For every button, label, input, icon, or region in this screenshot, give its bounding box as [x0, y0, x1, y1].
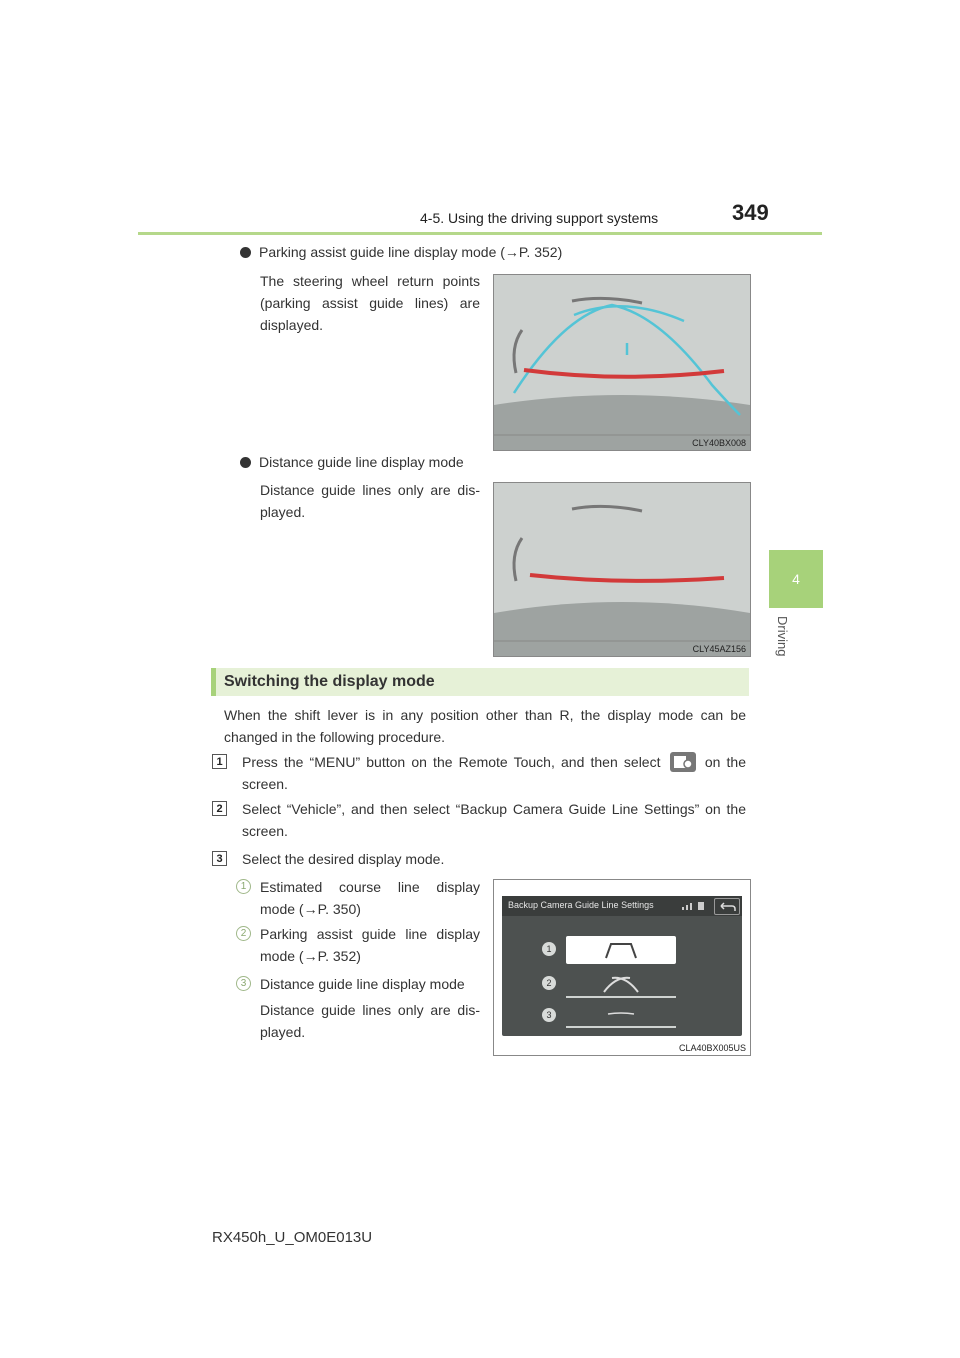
guide-line-settings-screen [493, 879, 751, 1056]
bullet-dot-icon [240, 247, 251, 258]
step-number: 1 [212, 754, 227, 769]
settings-glyph [670, 752, 696, 772]
signal-icon [680, 900, 708, 911]
distance-line-icon [566, 1006, 676, 1026]
step-1-text [242, 751, 746, 795]
screen-title-bar [502, 896, 742, 916]
step-1-text-after: on the screen. [242, 754, 747, 792]
step-1-text-before: Press the “MENU” button on the Remote Touch, and then select [242, 754, 661, 770]
chapter-tab: 4 [769, 550, 823, 608]
header-divider [138, 232, 822, 235]
bullet-distance-guide [240, 454, 464, 470]
option-number: 2 [236, 926, 251, 941]
screen-option-3 [566, 1006, 676, 1028]
manual-id: RX450h_U_OM0E013U [212, 1229, 373, 1246]
screen-marker: 1 [542, 942, 556, 956]
image-code: CLY45AZ156 [692, 644, 746, 654]
screen-panel [502, 896, 742, 1036]
screen-title: Backup Camera Guide Line Settings [508, 900, 654, 910]
screen-option-2 [566, 972, 676, 998]
option-3-note: Distance guide lines only are dis- played. [260, 1002, 480, 1040]
bullet-dot-icon [240, 457, 251, 468]
option-2-text: Parking assist guide line display mode (→P. 352) [260, 926, 480, 964]
back-arrow-icon [715, 899, 739, 914]
option-1-text: Estimated course line display mode (→P. 350) [260, 879, 480, 917]
status-icons [680, 900, 708, 913]
section-title: Switching the display mode [224, 673, 435, 690]
settings-icon [670, 752, 696, 772]
parking-assist-camera-image [493, 274, 751, 451]
bullet-text: Parking assist guide line display mode (→P. 352) [259, 244, 563, 260]
chapter-label: Driving [775, 616, 790, 657]
distance-guide-camera-image [493, 482, 751, 657]
course-line-icon [566, 936, 676, 964]
section-header: 4-5. Using the driving support systems [420, 210, 659, 226]
parking-assist-icon [566, 972, 676, 996]
page-number: 349 [732, 200, 769, 225]
section-intro: When the shift lever is in any position other than R, the display mode can be changed in the following procedure. [224, 707, 746, 745]
section-title-bar [211, 668, 749, 696]
option-3-text: Distance guide line display mode [260, 976, 465, 992]
step-2-text: Select “Vehicle”, and then select “Backup Camera Guide Line Settings” on the screen. [242, 801, 746, 839]
parking-assist-description: The steering wheel return points (parking assist guide lines) are displayed. [260, 273, 480, 333]
bullet-text: Distance guide line display mode [259, 454, 464, 470]
step-number: 2 [212, 801, 227, 816]
screen-marker: 2 [542, 976, 556, 990]
back-icon [714, 898, 740, 915]
image-code: CLA40BX005US [678, 1043, 746, 1053]
screen-option-1 [566, 936, 676, 964]
distance-guide-description: Distance guide lines only are dis- played. [260, 482, 480, 520]
image-code: CLY40BX008 [692, 438, 746, 448]
screen-marker: 3 [542, 1008, 556, 1022]
bullet-parking-assist [240, 244, 562, 260]
camera-view-illustration [494, 483, 750, 656]
step-number: 3 [212, 851, 227, 866]
option-number: 3 [236, 976, 251, 991]
option-number: 1 [236, 879, 251, 894]
step-3-text: Select the desired display mode. [242, 851, 445, 867]
camera-view-illustration [494, 275, 750, 450]
